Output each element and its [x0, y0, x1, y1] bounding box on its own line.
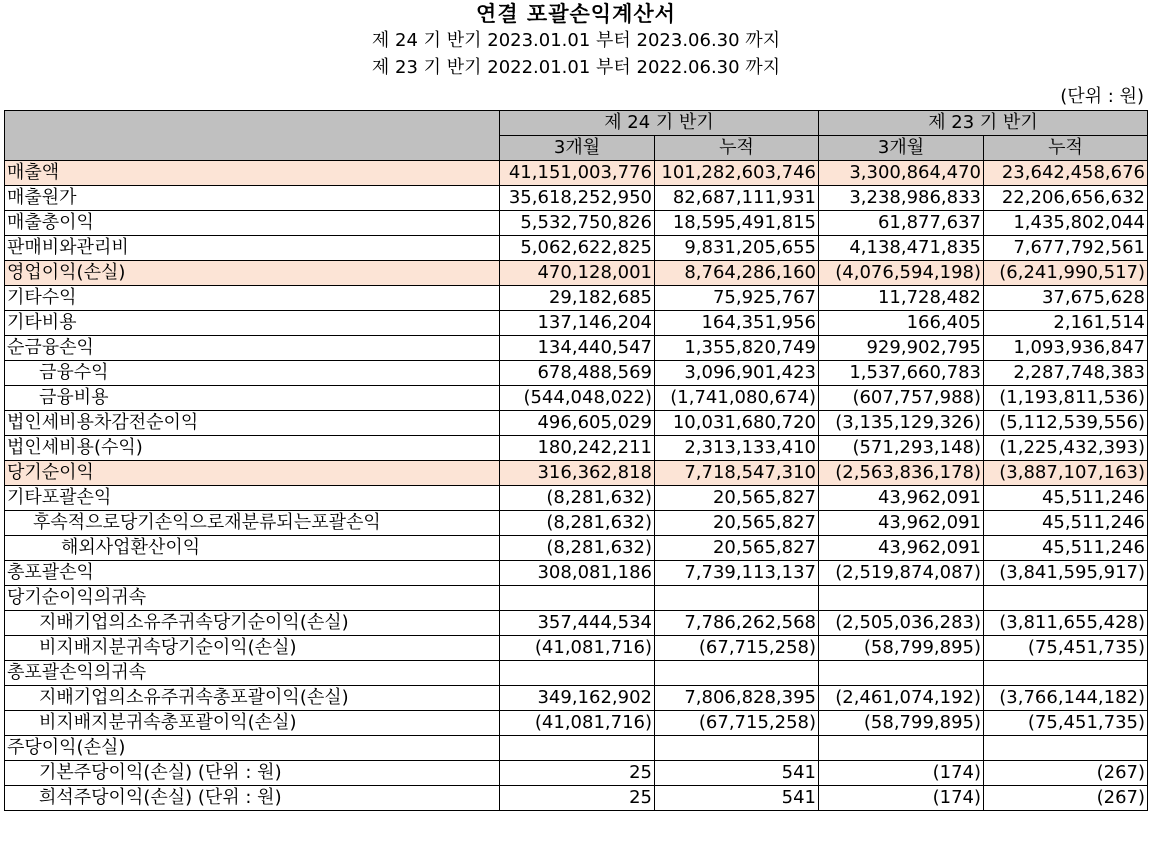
table-row — [5, 411, 1148, 436]
value-prior-3m: (58,799,895) — [819, 636, 984, 661]
row-label: 총포괄손익의귀속 — [5, 661, 500, 686]
value-current-cum: 7,739,113,137 — [655, 561, 819, 586]
row-label: 지배기업의소유주귀속총포괄이익(손실) — [5, 686, 500, 711]
value-prior-cum: (1,225,432,393) — [984, 436, 1148, 461]
table-row — [5, 336, 1148, 361]
value-prior-3m: 43,962,091 — [819, 486, 984, 511]
value-prior-3m: 43,962,091 — [819, 511, 984, 536]
value-current-3m: 349,162,902 — [500, 686, 655, 711]
value-current-cum: 10,031,680,720 — [655, 411, 819, 436]
page-title: 연결 포괄손익계산서 — [476, 2, 676, 26]
value-prior-cum: (267) — [984, 786, 1148, 811]
value-prior-3m: (2,505,036,283) — [819, 611, 984, 636]
value-prior-3m: 929,902,795 — [819, 336, 984, 361]
row-label: 금융수익 — [5, 361, 500, 386]
table-body — [5, 161, 1148, 811]
value-prior-cum: (3,811,655,428) — [984, 611, 1148, 636]
value-current-cum: 101,282,603,746 — [655, 161, 819, 186]
value-prior-cum: 2,287,748,383 — [984, 361, 1148, 386]
value-prior-3m: (571,293,148) — [819, 436, 984, 461]
value-current-cum: 18,595,491,815 — [655, 211, 819, 236]
value-current-cum: (1,741,080,674) — [655, 386, 819, 411]
table-row — [5, 486, 1148, 511]
row-label: 판매비와관리비 — [5, 236, 500, 261]
value-prior-cum: 45,511,246 — [984, 486, 1148, 511]
value-prior-cum: 45,511,246 — [984, 511, 1148, 536]
table-row — [5, 586, 1148, 611]
row-label: 법인세비용차감전순이익 — [5, 411, 500, 436]
table-row — [5, 386, 1148, 411]
value-current-3m: 134,440,547 — [500, 336, 655, 361]
value-current-3m: 41,151,003,776 — [500, 161, 655, 186]
value-prior-cum: 37,675,628 — [984, 286, 1148, 311]
value-prior-cum: (75,451,735) — [984, 711, 1148, 736]
value-prior-cum: 1,093,936,847 — [984, 336, 1148, 361]
header-current-3m: 3개월 — [500, 136, 655, 161]
row-label: 기타수익 — [5, 286, 500, 311]
value-prior-3m: 3,300,864,470 — [819, 161, 984, 186]
value-prior-cum: 45,511,246 — [984, 536, 1148, 561]
value-current-cum: 82,687,111,931 — [655, 186, 819, 211]
row-label: 지배기업의소유주귀속당기순이익(손실) — [5, 611, 500, 636]
value-prior-3m: (2,563,836,178) — [819, 461, 984, 486]
header-current-period: 제 24 기 반기 — [500, 111, 819, 136]
value-prior-3m: (174) — [819, 761, 984, 786]
value-current-cum: 20,565,827 — [655, 486, 819, 511]
row-label: 금융비용 — [5, 386, 500, 411]
table-row — [5, 261, 1148, 286]
value-current-cum: 20,565,827 — [655, 536, 819, 561]
value-prior-3m: 166,405 — [819, 311, 984, 336]
value-current-cum: 164,351,956 — [655, 311, 819, 336]
value-prior-3m — [819, 586, 984, 611]
value-prior-3m: 3,238,986,833 — [819, 186, 984, 211]
table-row — [5, 461, 1148, 486]
table-row — [5, 736, 1148, 761]
value-prior-3m: 61,877,637 — [819, 211, 984, 236]
value-prior-3m: 4,138,471,835 — [819, 236, 984, 261]
row-label: 매출액 — [5, 161, 500, 186]
table-row — [5, 636, 1148, 661]
value-current-cum: (67,715,258) — [655, 636, 819, 661]
value-current-3m: (8,281,632) — [500, 486, 655, 511]
value-current-3m: (41,081,716) — [500, 636, 655, 661]
value-current-3m — [500, 586, 655, 611]
table-row — [5, 661, 1148, 686]
value-prior-cum: 22,206,656,632 — [984, 186, 1148, 211]
value-prior-cum: (75,451,735) — [984, 636, 1148, 661]
value-prior-3m: (607,757,988) — [819, 386, 984, 411]
table-row — [5, 611, 1148, 636]
table-row — [5, 311, 1148, 336]
value-prior-3m — [819, 736, 984, 761]
table-row — [5, 711, 1148, 736]
row-label: 매출원가 — [5, 186, 500, 211]
header-prior-cum: 누적 — [984, 136, 1148, 161]
table-row — [5, 286, 1148, 311]
row-label: 비지배지분귀속당기순이익(손실) — [5, 636, 500, 661]
row-label: 기타포괄손익 — [5, 486, 500, 511]
value-current-cum: 2,313,133,410 — [655, 436, 819, 461]
current-period: 제 24 기 반기 2023.01.01 부터 2023.06.30 까지 — [371, 30, 781, 51]
value-current-cum: 541 — [655, 761, 819, 786]
value-current-3m: (8,281,632) — [500, 536, 655, 561]
value-prior-3m: (2,461,074,192) — [819, 686, 984, 711]
value-prior-3m — [819, 661, 984, 686]
value-prior-cum: (3,766,144,182) — [984, 686, 1148, 711]
table-row — [5, 561, 1148, 586]
value-current-cum: 8,764,286,160 — [655, 261, 819, 286]
value-prior-3m: (174) — [819, 786, 984, 811]
table-row — [5, 786, 1148, 811]
value-current-3m: 180,242,211 — [500, 436, 655, 461]
value-current-3m: (41,081,716) — [500, 711, 655, 736]
value-current-cum — [655, 736, 819, 761]
value-current-cum: 20,565,827 — [655, 511, 819, 536]
row-label: 법인세비용(수익) — [5, 436, 500, 461]
value-prior-cum — [984, 736, 1148, 761]
value-current-cum: 7,718,547,310 — [655, 461, 819, 486]
value-current-cum: 9,831,205,655 — [655, 236, 819, 261]
value-prior-3m: (3,135,129,326) — [819, 411, 984, 436]
income-statement-table — [4, 110, 1148, 811]
value-prior-cum: 1,435,802,044 — [984, 211, 1148, 236]
header-account — [5, 111, 500, 161]
table-row — [5, 236, 1148, 261]
value-prior-cum: (6,241,990,517) — [984, 261, 1148, 286]
value-prior-3m: (2,519,874,087) — [819, 561, 984, 586]
value-prior-3m: 43,962,091 — [819, 536, 984, 561]
value-current-cum — [655, 586, 819, 611]
header-prior-3m: 3개월 — [819, 136, 984, 161]
value-current-cum: 7,806,828,395 — [655, 686, 819, 711]
value-current-3m: 316,362,818 — [500, 461, 655, 486]
table-row — [5, 211, 1148, 236]
value-current-cum: 7,786,262,568 — [655, 611, 819, 636]
value-current-cum: 1,355,820,749 — [655, 336, 819, 361]
table-row — [5, 536, 1148, 561]
row-label: 순금융손익 — [5, 336, 500, 361]
value-current-3m: 35,618,252,950 — [500, 186, 655, 211]
value-current-cum: 541 — [655, 786, 819, 811]
value-prior-cum: (5,112,539,556) — [984, 411, 1148, 436]
value-prior-cum: 2,161,514 — [984, 311, 1148, 336]
table-row — [5, 186, 1148, 211]
value-current-3m: 25 — [500, 786, 655, 811]
row-label: 기본주당이익(손실) (단위 : 원) — [5, 761, 500, 786]
table-row — [5, 686, 1148, 711]
value-prior-cum: 7,677,792,561 — [984, 236, 1148, 261]
value-current-3m: 678,488,569 — [500, 361, 655, 386]
value-current-3m: 25 — [500, 761, 655, 786]
row-label: 당기순이익의귀속 — [5, 586, 500, 611]
value-current-3m — [500, 736, 655, 761]
row-label: 후속적으로당기손익으로재분류되는포괄손익 — [5, 511, 500, 536]
value-prior-3m: 11,728,482 — [819, 286, 984, 311]
header-current-cum: 누적 — [655, 136, 819, 161]
row-label: 총포괄손익 — [5, 561, 500, 586]
value-current-3m: 137,146,204 — [500, 311, 655, 336]
value-current-cum: 75,925,767 — [655, 286, 819, 311]
value-current-3m: 5,532,750,826 — [500, 211, 655, 236]
value-current-cum: 3,096,901,423 — [655, 361, 819, 386]
value-prior-cum: 23,642,458,676 — [984, 161, 1148, 186]
value-current-3m: (544,048,022) — [500, 386, 655, 411]
table-row — [5, 361, 1148, 386]
prior-period: 제 23 기 반기 2022.01.01 부터 2022.06.30 까지 — [371, 57, 781, 78]
table-row — [5, 761, 1148, 786]
value-prior-cum: (1,193,811,536) — [984, 386, 1148, 411]
row-label: 해외사업환산이익 — [5, 536, 500, 561]
value-prior-cum: (3,841,595,917) — [984, 561, 1148, 586]
value-current-3m — [500, 661, 655, 686]
value-prior-cum — [984, 586, 1148, 611]
table-row — [5, 436, 1148, 461]
value-prior-cum: (267) — [984, 761, 1148, 786]
value-current-cum — [655, 661, 819, 686]
unit-label: (단위 : 원) — [1060, 86, 1144, 107]
row-label: 매출총이익 — [5, 211, 500, 236]
row-label: 비지배지분귀속총포괄이익(손실) — [5, 711, 500, 736]
row-label: 영업이익(손실) — [5, 261, 500, 286]
value-prior-3m: (4,076,594,198) — [819, 261, 984, 286]
value-current-3m: 308,081,186 — [500, 561, 655, 586]
value-current-3m: 29,182,685 — [500, 286, 655, 311]
value-current-3m: 5,062,622,825 — [500, 236, 655, 261]
value-prior-3m: 1,537,660,783 — [819, 361, 984, 386]
value-current-3m: 357,444,534 — [500, 611, 655, 636]
value-current-cum: (67,715,258) — [655, 711, 819, 736]
value-current-3m: (8,281,632) — [500, 511, 655, 536]
value-current-3m: 496,605,029 — [500, 411, 655, 436]
value-prior-cum — [984, 661, 1148, 686]
row-label: 기타비용 — [5, 311, 500, 336]
value-prior-3m: (58,799,895) — [819, 711, 984, 736]
row-label: 당기순이익 — [5, 461, 500, 486]
row-label: 희석주당이익(손실) (단위 : 원) — [5, 786, 500, 811]
header-prior-period: 제 23 기 반기 — [819, 111, 1148, 136]
table-row — [5, 511, 1148, 536]
header-row-group — [5, 111, 1148, 136]
table-row — [5, 161, 1148, 186]
row-label: 주당이익(손실) — [5, 736, 500, 761]
value-current-3m: 470,128,001 — [500, 261, 655, 286]
value-prior-cum: (3,887,107,163) — [984, 461, 1148, 486]
